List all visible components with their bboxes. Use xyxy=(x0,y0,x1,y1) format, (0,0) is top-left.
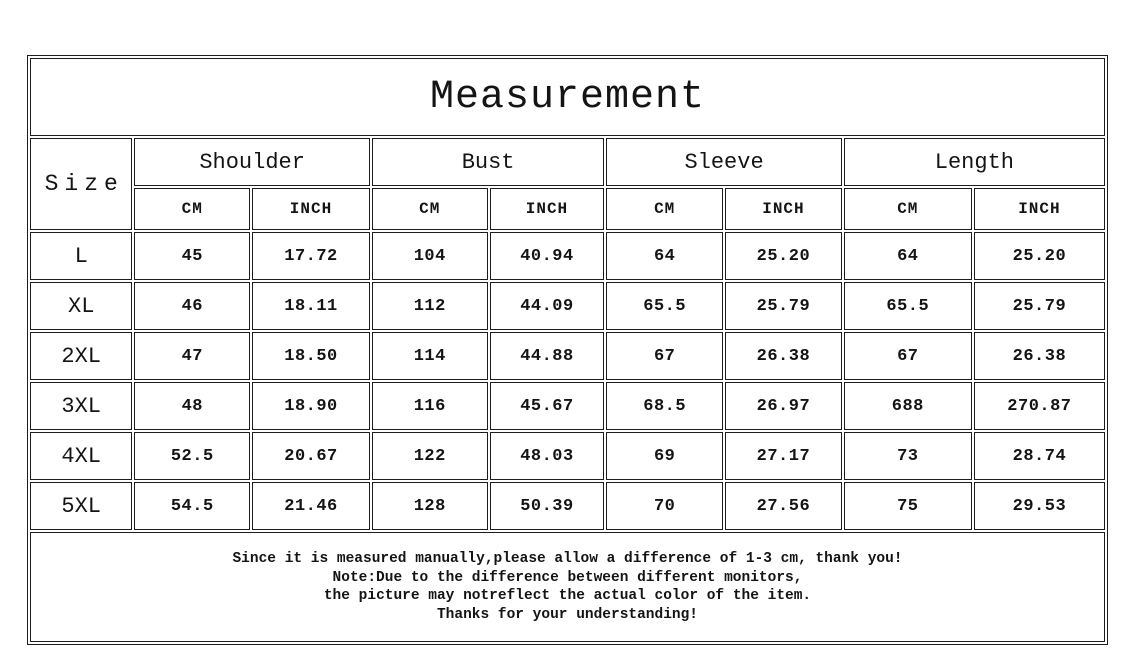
size-label: 4XL xyxy=(30,432,132,480)
measurement-value: 67 xyxy=(606,332,723,380)
measurement-value: 45.67 xyxy=(490,382,605,430)
measurement-value: 40.94 xyxy=(490,232,605,280)
measurement-value: 25.79 xyxy=(725,282,842,330)
measurement-value: 26.38 xyxy=(725,332,842,380)
shoulder-column-header: Shoulder xyxy=(134,138,369,186)
measurement-value: 48.03 xyxy=(490,432,605,480)
measurement-value: 688 xyxy=(844,382,972,430)
size-label: 3XL xyxy=(30,382,132,430)
measurement-value: 18.11 xyxy=(252,282,370,330)
measurement-value: 75 xyxy=(844,482,972,530)
size-label: 2XL xyxy=(30,332,132,380)
measurement-value: 26.38 xyxy=(974,332,1105,380)
bust-column-header: Bust xyxy=(372,138,604,186)
unit-header-inch: INCH xyxy=(252,188,370,230)
measurement-value: 270.87 xyxy=(974,382,1105,430)
measurement-value: 20.67 xyxy=(252,432,370,480)
table-row xyxy=(30,232,1105,280)
measurement-value: 67 xyxy=(844,332,972,380)
table-row xyxy=(30,382,1105,430)
length-column-header: Length xyxy=(844,138,1105,186)
measurement-value: 17.72 xyxy=(252,232,370,280)
measurement-value: 116 xyxy=(372,382,488,430)
measurement-value: 73 xyxy=(844,432,972,480)
unit-header-cm: CM xyxy=(844,188,972,230)
measurement-value: 65.5 xyxy=(844,282,972,330)
measurement-value: 70 xyxy=(606,482,723,530)
size-label: XL xyxy=(30,282,132,330)
measurement-value: 122 xyxy=(372,432,488,480)
measurement-value: 18.50 xyxy=(252,332,370,380)
measurement-value: 29.53 xyxy=(974,482,1105,530)
size-label: 5XL xyxy=(30,482,132,530)
measurement-value: 50.39 xyxy=(490,482,605,530)
page-title: Measurement xyxy=(30,58,1105,136)
table-row xyxy=(30,482,1105,530)
measurement-value: 64 xyxy=(844,232,972,280)
title-row xyxy=(30,58,1105,136)
table-row xyxy=(30,282,1105,330)
measurement-table xyxy=(27,55,1108,645)
measurement-value: 21.46 xyxy=(252,482,370,530)
measurement-value: 44.09 xyxy=(490,282,605,330)
group-header-row xyxy=(30,138,1105,186)
sleeve-column-header: Sleeve xyxy=(606,138,842,186)
measurement-value: 104 xyxy=(372,232,488,280)
measurement-value: 28.74 xyxy=(974,432,1105,480)
size-chart-sheet xyxy=(27,55,1108,645)
measurement-value: 18.90 xyxy=(252,382,370,430)
unit-header-inch: INCH xyxy=(490,188,605,230)
unit-header-cm: CM xyxy=(606,188,723,230)
unit-header-cm: CM xyxy=(134,188,250,230)
measurement-value: 45 xyxy=(134,232,250,280)
measurement-value: 112 xyxy=(372,282,488,330)
footer-note-line: Since it is measured manually,please allow a difference of 1-3 cm, thank you! xyxy=(232,551,903,567)
table-row xyxy=(30,332,1105,380)
measurement-value: 65.5 xyxy=(606,282,723,330)
measurement-value: 25.79 xyxy=(974,282,1105,330)
measurement-value: 48 xyxy=(134,382,250,430)
unit-header-row xyxy=(30,188,1105,230)
measurement-value: 26.97 xyxy=(725,382,842,430)
measurement-value: 27.17 xyxy=(725,432,842,480)
size-label: L xyxy=(30,232,132,280)
unit-header-inch: INCH xyxy=(725,188,842,230)
size-column-header: Size xyxy=(30,138,132,230)
measurement-value: 25.20 xyxy=(725,232,842,280)
measurement-value: 44.88 xyxy=(490,332,605,380)
measurement-value: 25.20 xyxy=(974,232,1105,280)
measurement-value: 52.5 xyxy=(134,432,250,480)
measurement-value: 128 xyxy=(372,482,488,530)
unit-header-inch: INCH xyxy=(974,188,1105,230)
measurement-value: 114 xyxy=(372,332,488,380)
footer-note xyxy=(30,532,1105,642)
table-row xyxy=(30,432,1105,480)
unit-header-cm: CM xyxy=(372,188,488,230)
measurement-value: 47 xyxy=(134,332,250,380)
footer-note-line: the picture may notreflect the actual color of the item. xyxy=(323,588,812,604)
measurement-value: 69 xyxy=(606,432,723,480)
measurement-value: 46 xyxy=(134,282,250,330)
measurement-value: 54.5 xyxy=(134,482,250,530)
footer-note-line: Thanks for your understanding! xyxy=(436,606,699,623)
footer-row xyxy=(30,532,1105,642)
footer-note-line: Note:Due to the difference between different monitors, xyxy=(332,569,803,586)
measurement-value: 27.56 xyxy=(725,482,842,530)
measurement-value: 64 xyxy=(606,232,723,280)
measurement-value: 68.5 xyxy=(606,382,723,430)
